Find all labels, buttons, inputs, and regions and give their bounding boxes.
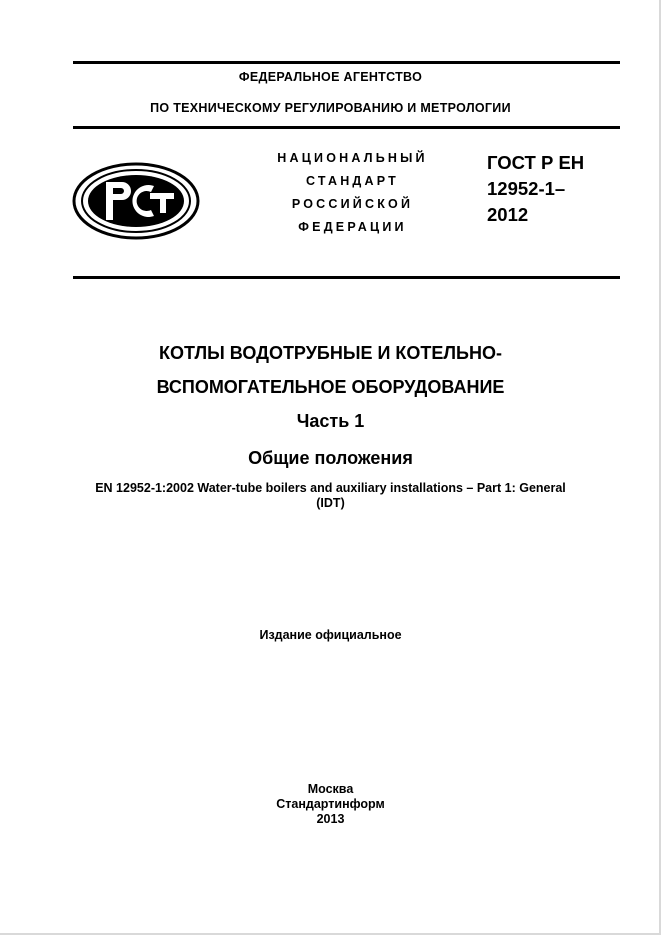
top-rule [73, 61, 620, 64]
imprint-city: Москва [307, 782, 354, 796]
subtitle: Общие положения [248, 448, 413, 468]
en-reference-line-1: EN 12952-1:2002 Water-tube boilers and auxiliary installations – Part 1: General [95, 481, 566, 495]
header-bottom-rule [73, 276, 620, 279]
standard-designation [487, 150, 584, 228]
standard-type-line-4: ФЕДЕРАЦИИ [298, 220, 407, 234]
designation-line-1: ГОСТ Р ЕН [487, 152, 585, 173]
edition-label: Издание официальное [259, 628, 402, 642]
standard-type-line-1: НАЦИОНАЛЬНЫЙ [277, 151, 428, 165]
imprint-year: 2013 [316, 812, 345, 826]
en-reference-line-2: (IDT) [316, 496, 345, 510]
designation-line-3: 2012 [487, 204, 529, 225]
imprint-publisher: Стандартинформ [276, 797, 385, 811]
agency-line-2: ПО ТЕХНИЧЕСКОМУ РЕГУЛИРОВАНИЮ И МЕТРОЛОГИИ [150, 101, 511, 115]
standard-type-line-2: СТАНДАРТ [306, 174, 399, 188]
title-line-1: КОТЛЫ ВОДОТРУБНЫЕ И КОТЕЛЬНО- [159, 343, 502, 363]
agency-line-1: ФЕДЕРАЛЬНОЕ АГЕНТСТВО [238, 70, 423, 84]
agency-rule [73, 126, 620, 129]
part-number: Часть 1 [296, 411, 365, 431]
title-line-2: ВСПОМОГАТЕЛЬНОЕ ОБОРУДОВАНИЕ [156, 377, 505, 397]
rst-mark-icon [72, 162, 200, 245]
designation-line-2: 12952-1– [487, 178, 566, 199]
standard-type-line-3: РОССИЙСКОЙ [291, 197, 414, 211]
